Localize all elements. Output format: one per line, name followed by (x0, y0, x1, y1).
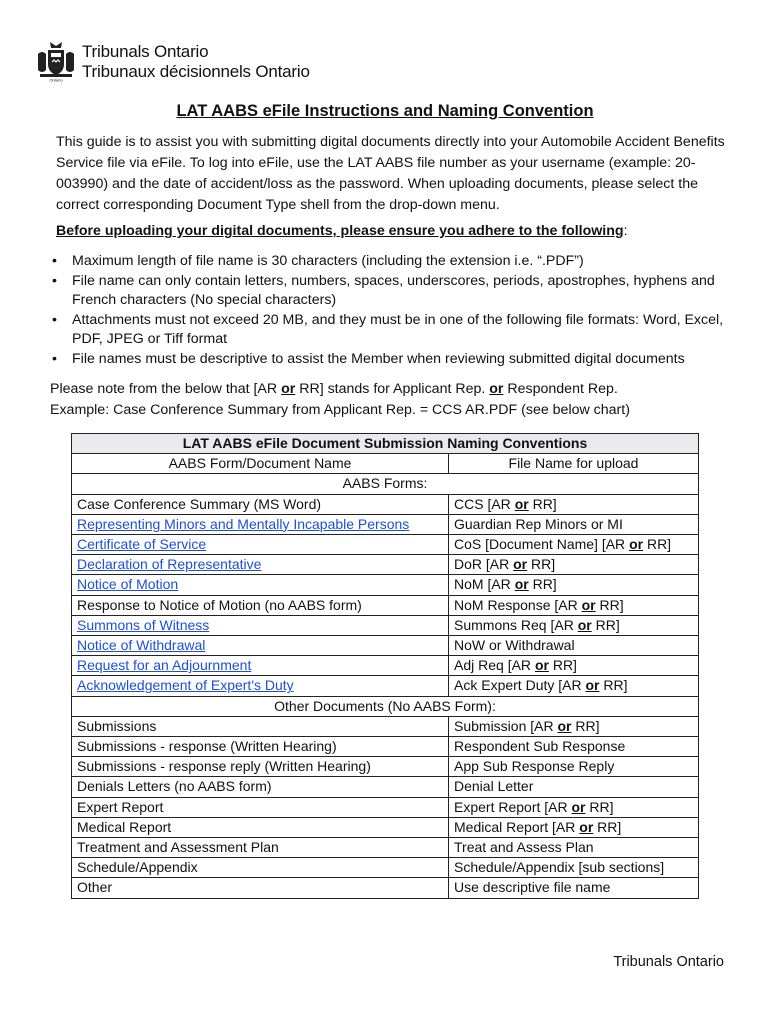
table-row (72, 555, 699, 575)
list-item: • File name can only contain letters, numbers, spaces, underscores, periods, apostrophes, hyphens and French characters (No special characters) (52, 272, 732, 311)
document-name-cell (72, 838, 449, 858)
table-row (72, 615, 699, 635)
document-link[interactable]: Declaration of Representative (77, 556, 262, 573)
file-name-part: Schedule/Appendix [sub sections] (454, 859, 665, 876)
before-upload-heading (56, 221, 736, 242)
document-name: Schedule/Appendix (77, 859, 198, 876)
file-name-cell (449, 858, 699, 878)
table-row (72, 595, 699, 615)
before-heading-colon: : (623, 223, 628, 239)
file-name-cell (449, 555, 699, 575)
file-name-part: RR] (571, 717, 600, 734)
file-name-part: Denial Letter (454, 778, 534, 795)
org-name-en: Tribunals Ontario (82, 42, 209, 61)
list-item: • Attachments must not exceed 20 MB, and they must be in one of the following file formats: Word, Excel, PDF, JPEG or Tiff format (52, 311, 732, 350)
logo-caption: Ontario (49, 77, 63, 82)
or-word: or (513, 556, 528, 573)
table-row (72, 817, 699, 837)
file-name-cell (449, 676, 699, 696)
or-word: or (557, 717, 572, 734)
section-row-other-documents (72, 696, 699, 716)
file-name-cell (449, 737, 699, 757)
file-name-cell (449, 797, 699, 817)
table-row (72, 838, 699, 858)
list-item: • Maximum length of file name is 30 characters (including the extension i.e. “.PDF”) (52, 252, 732, 272)
file-name-cell (449, 636, 699, 656)
document-name-cell (72, 535, 449, 555)
document-name-cell (72, 878, 449, 898)
file-name-part: Respondent Sub Response (454, 738, 626, 755)
document-name: Medical Report (77, 818, 172, 835)
file-name-part: RR] (548, 657, 577, 674)
or-word: or (581, 596, 596, 613)
table-row (72, 535, 699, 555)
intro-paragraph: This guide is to assist you with submitting digital documents directly into your Automobile Accident Benefits Service file via eFile. To log into eFile, use the LAT AABS file number as your username (example: 20-003990) and the date of accident/loss as the password. When uploading documents, please select the correct corresponding Document Type shell from the drop-down menu. (56, 134, 725, 213)
rules-list (52, 252, 732, 369)
note-line-2: Example: Case Conference Summary from Applicant Rep. = CCS AR.PDF (see below chart) (50, 402, 630, 418)
or-word: or (514, 495, 529, 512)
file-name-part: DoR [AR (454, 556, 514, 573)
file-name-part: RR] (585, 798, 614, 815)
table-row (72, 494, 699, 514)
column-header-document: AABS Form/Document Name (72, 454, 449, 474)
document-name: Treatment and Assessment Plan (77, 839, 279, 856)
file-name-part: RR] (643, 536, 672, 553)
document-name: Submissions (77, 717, 157, 734)
naming-conventions-table (71, 433, 699, 899)
table-row (72, 716, 699, 736)
or-word: or (585, 677, 600, 694)
document-name: Expert Report (77, 798, 164, 815)
file-name-part: Guardian Rep Minors or MI (454, 515, 623, 532)
document-name-cell (72, 636, 449, 656)
file-name-part: RR] (591, 616, 620, 633)
table-row (72, 878, 699, 898)
file-name-part: App Sub Response Reply (454, 758, 615, 775)
document-name-cell (72, 716, 449, 736)
file-name-cell (449, 838, 699, 858)
file-name-part: CoS [Document Name] [AR (454, 536, 630, 553)
file-name-part: Summons Req [AR (454, 616, 578, 633)
file-name-part: NoM [AR (454, 576, 515, 593)
section-label: AABS Forms: (72, 474, 699, 494)
document-name: Response to Notice of Motion (no AABS form) (77, 596, 362, 613)
table-header-row (72, 454, 699, 474)
document-name-cell (72, 777, 449, 797)
table-row (72, 656, 699, 676)
or-word: or (571, 798, 586, 815)
file-name-cell (449, 757, 699, 777)
or-word: or (577, 616, 592, 633)
document-name-cell (72, 494, 449, 514)
document-name-cell (72, 656, 449, 676)
table-title-row (72, 434, 699, 454)
document-name: Case Conference Summary (MS Word) (77, 495, 322, 512)
document-link[interactable]: Notice of Motion (77, 576, 179, 593)
document-link[interactable]: Request for an Adjournment (77, 657, 252, 674)
file-name-part: NoW or Withdrawal (454, 637, 575, 654)
table-row (72, 797, 699, 817)
file-name-cell (449, 777, 699, 797)
file-name-part: Submission [AR (454, 717, 558, 734)
table-row (72, 636, 699, 656)
file-name-part: Ack Expert Duty [AR (454, 677, 586, 694)
file-name-part: RR] (595, 596, 624, 613)
ontario-crest-icon (34, 40, 78, 82)
file-name-part: RR] (599, 677, 628, 694)
note-paragraph (50, 379, 740, 421)
document-name: Submissions - response (Written Hearing) (77, 738, 337, 755)
file-name-cell (449, 656, 699, 676)
document-name-cell (72, 858, 449, 878)
or-word: or (534, 657, 549, 674)
or-word: or (514, 576, 529, 593)
document-name: Denials Letters (no AABS form) (77, 778, 272, 795)
note-line-1: Please note from the below that [AR or RR] stands for Applicant Rep. or Respondent Rep. (50, 381, 618, 397)
file-name-cell (449, 535, 699, 555)
list-item: • File names must be descriptive to assist the Member when reviewing submitted digital documents (52, 350, 732, 370)
document-name-cell (72, 757, 449, 777)
file-name-part: NoM Response [AR (454, 596, 582, 613)
document-link[interactable]: Certificate of Service (77, 536, 207, 553)
footer-org-name: Tribunals Ontario (613, 954, 724, 970)
document-name-cell (72, 737, 449, 757)
file-name-cell (449, 514, 699, 534)
table-row (72, 676, 699, 696)
file-name-cell (449, 817, 699, 837)
file-name-part: Adj Req [AR (454, 657, 535, 674)
or-word: or (629, 536, 644, 553)
table-title: LAT AABS eFile Document Submission Naming Conventions (72, 434, 699, 454)
file-name-part: RR] (528, 576, 557, 593)
document-name-cell (72, 676, 449, 696)
file-name-part: RR] (527, 556, 556, 573)
section-label: Other Documents (No AABS Form): (72, 696, 699, 716)
table-row (72, 858, 699, 878)
file-name-cell (449, 575, 699, 595)
document-name-cell (72, 797, 449, 817)
org-name-fr: Tribunaux décisionnels Ontario (82, 62, 310, 81)
file-name-cell (449, 716, 699, 736)
file-name-part: Medical Report [AR (454, 818, 580, 835)
document-name-cell (72, 615, 449, 635)
file-name-cell (449, 878, 699, 898)
table-row (72, 575, 699, 595)
table-row (72, 757, 699, 777)
file-name-part: Expert Report [AR (454, 798, 572, 815)
org-name-block (82, 42, 310, 82)
before-heading-text: Before uploading your digital documents, please ensure you adhere to the following (56, 223, 624, 239)
or-word: or (579, 818, 594, 835)
page-title: LAT AABS eFile Instructions and Naming Convention (176, 102, 594, 120)
document-link[interactable]: Summons of Witness (77, 616, 210, 633)
document-name: Other (77, 879, 113, 896)
file-name-part: RR] (593, 818, 622, 835)
file-name-part: Use descriptive file name (454, 879, 611, 896)
document-name: Submissions - response reply (Written Hearing) (77, 758, 371, 775)
document-link[interactable]: Notice of Withdrawal (77, 637, 206, 654)
document-name-cell (72, 555, 449, 575)
section-row-aabs-forms (72, 474, 699, 494)
document-link[interactable]: Representing Minors and Mentally Incapable Persons (77, 515, 410, 532)
document-name-cell (72, 575, 449, 595)
table-row (72, 777, 699, 797)
file-name-cell (449, 615, 699, 635)
file-name-part: RR] (528, 495, 557, 512)
document-link[interactable]: Acknowledgement of Expert's Duty (77, 677, 294, 694)
file-name-cell (449, 595, 699, 615)
document-name-cell (72, 514, 449, 534)
document-name-cell (72, 817, 449, 837)
file-name-cell (449, 494, 699, 514)
column-header-file-name: File Name for upload (449, 454, 699, 474)
file-name-part: CCS [AR (454, 495, 515, 512)
table-row (72, 737, 699, 757)
document-name-cell (72, 595, 449, 615)
table-row (72, 514, 699, 534)
file-name-part: Treat and Assess Plan (454, 839, 594, 856)
